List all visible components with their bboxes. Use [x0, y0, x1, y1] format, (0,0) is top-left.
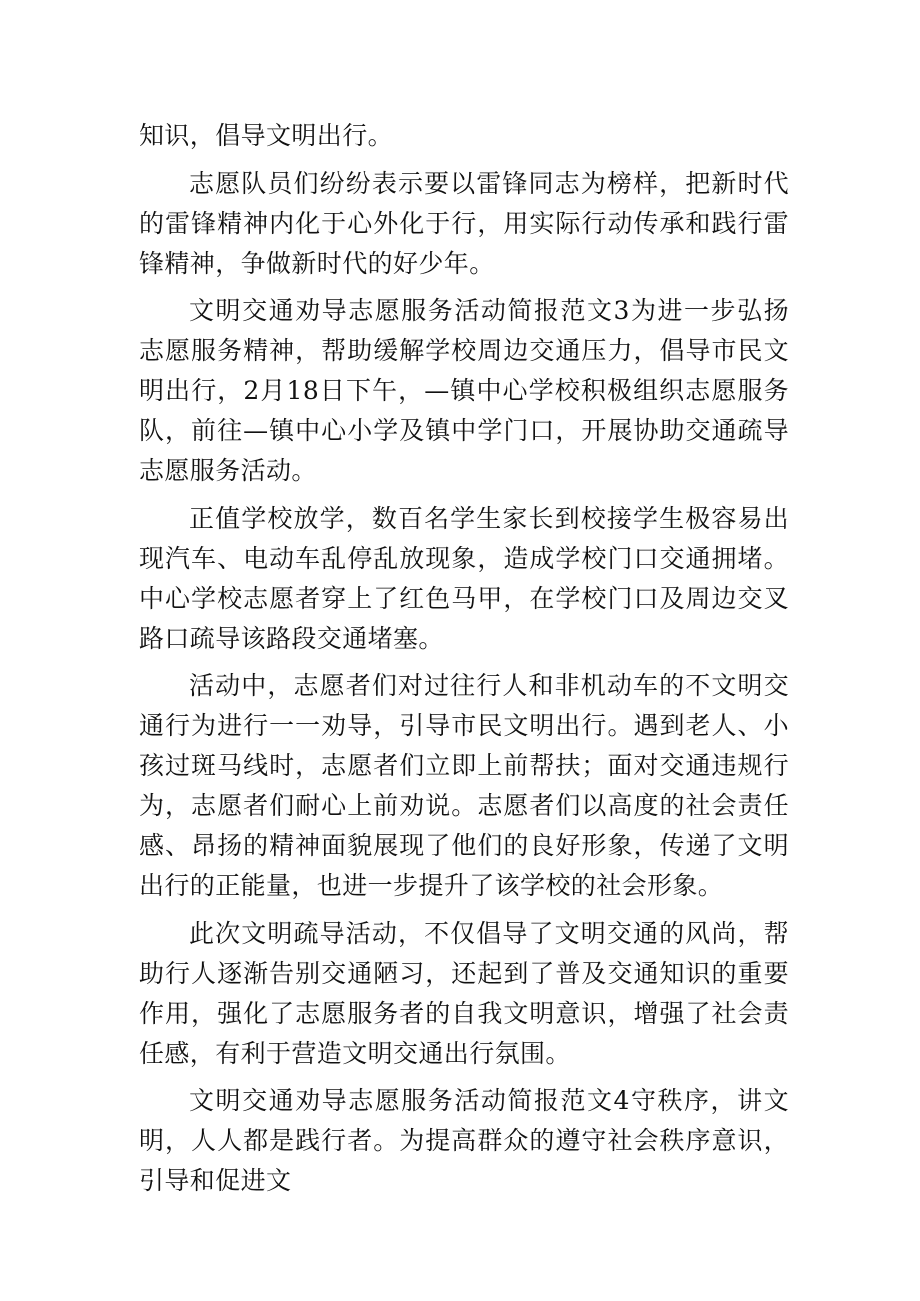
paragraph-2: 志愿队员们纷纷表示要以雷锋同志为榜样，把新时代的雷锋精神内化于心外化于行，用实际行动传承和践行雷锋精神，争做新时代的好少年。 [139, 168, 789, 278]
document-body [139, 116, 789, 1209]
paragraph-1: 知识，倡导文明出行。 [139, 121, 394, 150]
paragraph-5: 活动中，志愿者们对过往行人和非机动车的不文明交通行为进行一一劝导，引导市民文明出行。遇到老人、小孩过斑马线时，志愿者们立即上前帮扶；面对交通违规行为，志愿者们耐心上前劝说。志愿者们以高度的社会责任感、昂扬的精神面貌展现了他们的良好形象，传递了文明出行的正能量，也进一步提升了该学校的社会形象。 [139, 671, 789, 900]
paragraph-3: 文明交通劝导志愿服务活动简报范文3为进一步弘扬志愿服务精神，帮助缓解学校周边交通压力，倡导市民文明出行，2月18日下午，—镇中心学校积极组织志愿服务队，前往—镇中心小学及镇中学门口，开展协助交通疏导志愿服务活动。 [139, 296, 789, 485]
paragraph-6: 此次文明疏导活动，不仅倡导了文明交通的风尚，帮助行人逐渐告别交通陋习，还起到了普及交通知识的重要作用，强化了志愿服务者的自我文明意识，增强了社会责任感，有利于营造文明交通出行氛围。 [139, 918, 789, 1068]
paragraph-7: 文明交通劝导志愿服务活动简报范文4守秩序，讲文明，人人都是践行者。为提高群众的遵守社会秩序意识，引导和促进文 [139, 1086, 789, 1195]
paragraph-4: 正值学校放学，数百名学生家长到校接学生极容易出现汽车、电动车乱停乱放现象，造成学校门口交通拥堵。中心学校志愿者穿上了红色马甲，在学校门口及周边交叉路口疏导该路段交通堵塞。 [139, 503, 789, 653]
